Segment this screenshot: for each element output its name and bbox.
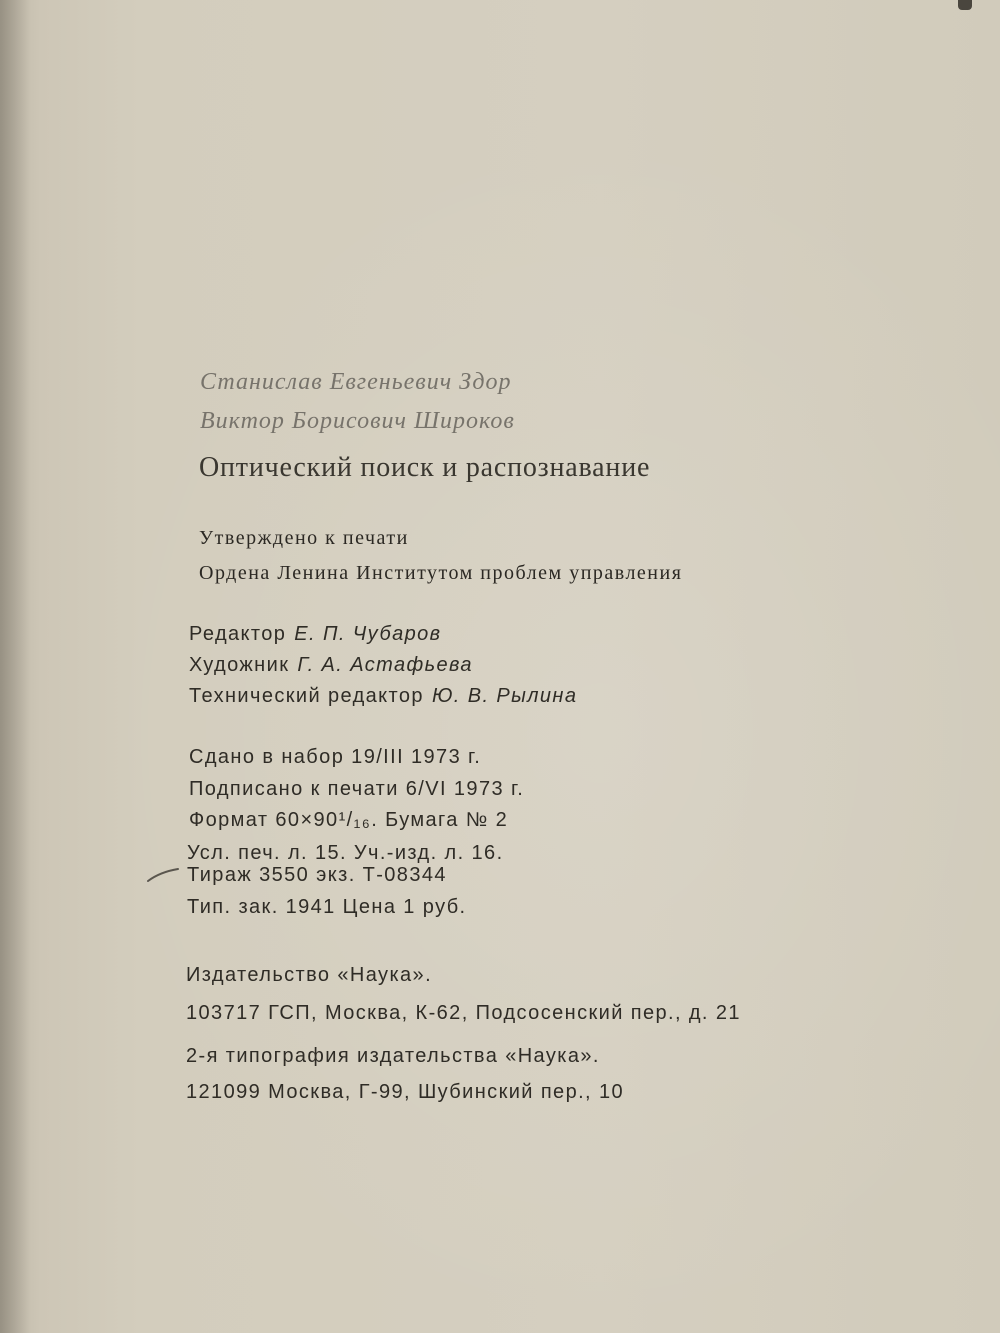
credit-editor — [189, 624, 442, 644]
author-1: Станислав Евгеньевич Здор — [200, 369, 512, 395]
credit-name: Ю. В. Рылина — [431, 685, 578, 707]
print-info-line: Тип. зак. 1941 Цена 1 руб. — [187, 896, 467, 918]
printer-address: 121099 Москва, Г-99, Шубинский пер., 10 — [186, 1081, 625, 1103]
approval-line-2: Ордена Ленина Институтом проблем управления — [199, 562, 683, 584]
print-info-line: Тираж 3550 экз. Т-08344 — [187, 864, 447, 886]
credit-role: Редактор — [189, 623, 287, 645]
credit-tech-editor — [189, 686, 577, 706]
printer-line: 2-я типография издательства «Наука». — [186, 1045, 600, 1067]
book-title: Оптический поиск и распознавание — [199, 452, 651, 483]
credit-name: Е. П. Чубаров — [294, 623, 442, 645]
credit-role: Технический редактор — [189, 685, 424, 707]
credit-artist — [189, 655, 473, 675]
author-2: Виктор Борисович Широков — [200, 408, 515, 434]
corner-stain — [958, 0, 972, 10]
print-info-line: Подписано к печати 6/VI 1973 г. — [189, 778, 525, 800]
credit-name: Г. А. Астафьева — [297, 654, 473, 676]
pencil-tick-mark — [146, 866, 180, 884]
approval-line-1: Утверждено к печати — [199, 527, 409, 549]
print-info-line: Формат 60×90¹/₁₆. Бумага № 2 — [189, 809, 509, 831]
print-info-line: Сдано в набор 19/III 1973 г. — [189, 746, 482, 768]
print-info-line: Усл. печ. л. 15. Уч.-изд. л. 16. — [187, 842, 504, 864]
publisher-address: 103717 ГСП, Москва, К-62, Подсосенский пер., д. 21 — [186, 1002, 741, 1024]
publisher-line: Издательство «Наука». — [186, 964, 433, 986]
credit-role: Художник — [189, 654, 290, 676]
